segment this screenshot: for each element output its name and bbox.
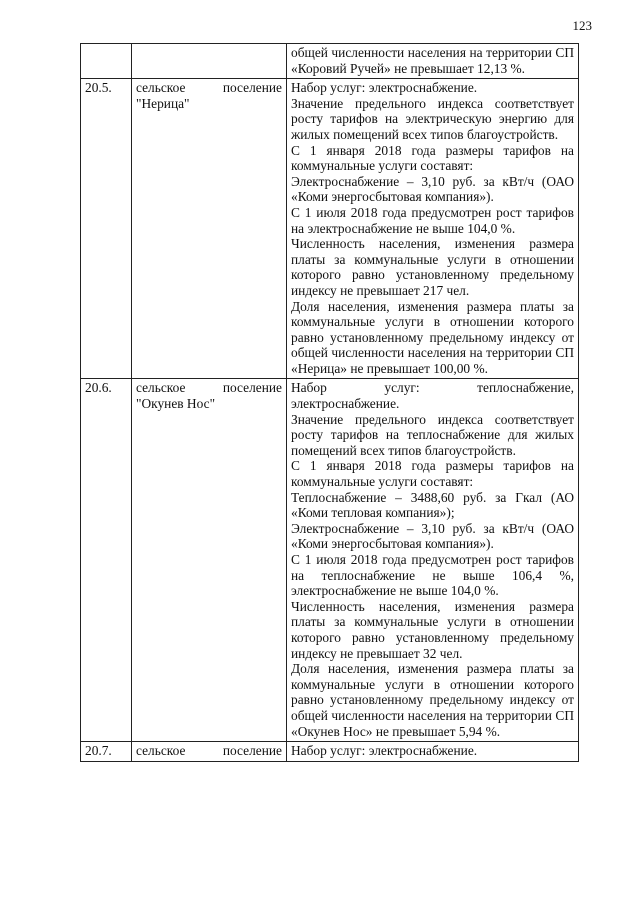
description-paragraph: общей численности населения на территории СП «Коровий Ручей» не превышает 12,13 %. — [291, 45, 574, 76]
settlement-type: сельское поселение — [136, 380, 282, 396]
tariff-table-body — [81, 44, 579, 762]
description-paragraph: Доля населения, изменения размера платы за коммунальные услуги в отношении которого равно установленному предельному индексу от общей численности населения на территории СП «Нерица» не превышает 100,00 %. — [291, 298, 574, 376]
settlement-type: сельское поселение — [136, 80, 282, 96]
description-paragraph: Набор услуг: электроснабжение. — [291, 743, 478, 759]
description-paragraph: Значение предельного индекса соответствует росту тарифов на теплоснабжение для жилых помещений всех типов благоустройств. — [291, 411, 574, 458]
row-number: 20.5. — [81, 79, 132, 379]
table-row — [81, 742, 579, 762]
table-row — [81, 79, 579, 379]
description-paragraph: С 1 июля 2018 года предусмотрен рост тарифов на теплоснабжение не выше 106,4 %, электроснабжение не выше 104,0 %. — [291, 552, 574, 599]
settlement-name — [132, 79, 287, 379]
settlement-title: "Нерица" — [136, 95, 190, 111]
row-number: 20.6. — [81, 379, 132, 742]
row-number — [81, 44, 132, 79]
description-paragraph: Набор услуг: теплоснабжение, электроснабжение. — [291, 380, 574, 412]
description-paragraph: Теплоснабжение – 3488,60 руб. за Гкал (АО «Коми тепловая компания»); — [291, 489, 574, 521]
tariff-description — [287, 742, 579, 762]
page-number: 123 — [572, 18, 592, 33]
description-paragraph: Электроснабжение – 3,10 руб. за кВт/ч (ОАО «Коми энергосбытовая компания»). — [291, 520, 574, 552]
settlement-title: "Окунев Нос" — [136, 396, 216, 412]
description-paragraph: Численность населения, изменения размера платы за коммунальные услуги в отношении которого равно установленному предельному индексу не превышает 32 чел. — [291, 598, 574, 661]
settlement-name — [132, 742, 287, 762]
description-paragraph: Значение предельного индекса соответствует росту тарифов на электрическую энергию для жилых помещений всех типов благоустройств. — [291, 95, 574, 142]
tariff-description — [287, 379, 579, 742]
description-paragraph: Набор услуг: электроснабжение. — [291, 80, 478, 96]
description-paragraph: Численность населения, изменения размера платы за коммунальные услуги в отношении которого равно установленному предельному индексу не превышает 217 чел. — [291, 236, 574, 298]
table-row — [81, 44, 579, 79]
tariff-description — [287, 79, 579, 379]
tariff-table — [80, 43, 579, 762]
settlement-type: сельское поселение — [136, 743, 282, 759]
description-paragraph: С 1 июля 2018 года предусмотрен рост тарифов на электроснабжение не выше 104,0 %. — [291, 204, 574, 236]
description-paragraph: Электроснабжение – 3,10 руб. за кВт/ч (ОАО «Коми энергосбытовая компания»). — [291, 173, 574, 205]
description-paragraph: С 1 января 2018 года размеры тарифов на коммунальные услуги составят: — [291, 458, 574, 490]
settlement-name — [132, 379, 287, 742]
settlement-name — [132, 44, 287, 79]
description-paragraph: С 1 января 2018 года размеры тарифов на коммунальные услуги составят: — [291, 142, 574, 174]
table-row — [81, 379, 579, 742]
description-paragraph: Доля населения, изменения размера платы за коммунальные услуги в отношении которого равно установленному предельному индексу от общей численности населения на территории СП «Окунев Нос» не превышает 5,94 %. — [291, 661, 574, 739]
tariff-description — [287, 44, 579, 79]
row-number: 20.7. — [81, 742, 132, 762]
